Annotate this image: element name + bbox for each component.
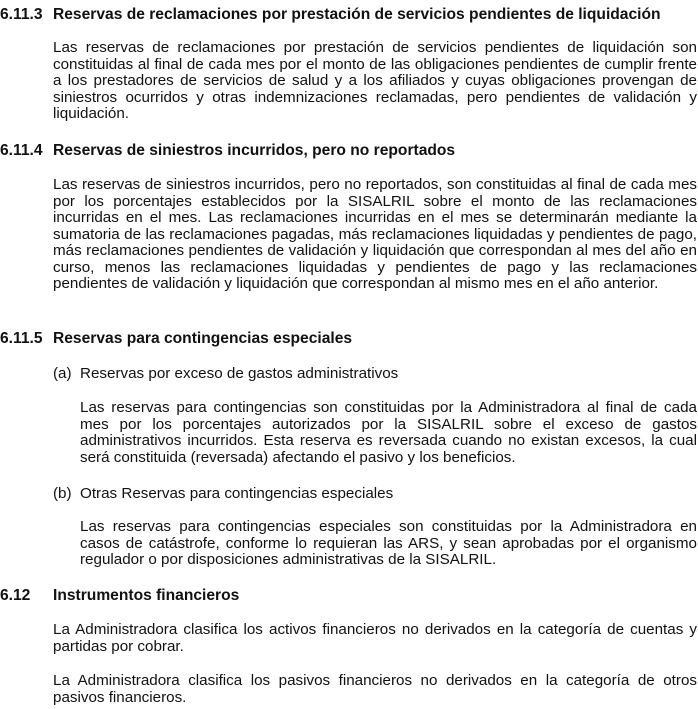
- section-title: Reservas para contingencias especiales: [53, 330, 353, 347]
- section-heading-6-11-3: [0, 6, 661, 24]
- section-heading-6-11-4: [0, 142, 455, 160]
- subsection-title: Reservas por exceso de gastos administrativos: [80, 365, 399, 382]
- section-heading-6-12: [0, 587, 239, 605]
- section-paragraph: La Administradora clasifica los pasivos financieros no derivados en la categoría de otros pasivos financieros.: [53, 672, 697, 706]
- section-title: Instrumentos financieros: [53, 587, 240, 604]
- section-number: 6.11.5: [0, 330, 43, 347]
- subsection-title: Otras Reservas para contingencias especiales: [80, 485, 394, 502]
- section-heading-6-11-5: [0, 330, 352, 348]
- section-paragraph: La Administradora clasifica los activos financieros no derivados en la categoría de cuentas y partidas por cobrar.: [53, 621, 697, 655]
- section-number: 6.12: [0, 587, 31, 604]
- section-number: 6.11.4: [0, 142, 43, 159]
- subsection-label: (b): [53, 485, 72, 502]
- subsection-label: (a): [53, 365, 72, 382]
- section-title: Reservas de siniestros incurridos, pero no reportados: [53, 142, 456, 159]
- subsection-paragraph: Las reservas para contingencias especiales son constituidas por la Administradora en casos de catástrofe, conforme lo requieran las ARS, y sean aprobadas por el organismo regulador o por disposiciones administrativas de la SISALRIL.: [80, 518, 697, 568]
- section-title: Reservas de reclamaciones por prestación de servicios pendientes de liquidación: [53, 6, 661, 23]
- section-paragraph: Las reservas de reclamaciones por prestación de servicios pendientes de liquidación son constituidas al final de cada mes por el monto de las obligaciones pendientes de cumplir frente a los prestadores de servicios de salud y a los afiliados y cuyas obligaciones provengan de siniestros ocurridos y otras indemnizaciones reclamadas, pero pendientes de validación y liquidación.: [53, 39, 697, 122]
- section-number: 6.11.3: [0, 6, 43, 23]
- subsection-heading-a: [53, 365, 398, 383]
- subsection-paragraph: Las reservas para contingencias son constituidas por la Administradora al final de cada mes por los porcentajes autorizados por la SISALRIL sobre el exceso de gastos administrativos incurridos. Esta reserva es reversada cuando no existan excesos, la cual será constituida (reversada) afectando el pasivo y los beneficios.: [80, 399, 697, 466]
- subsection-heading-b: [53, 485, 393, 503]
- section-paragraph: Las reservas de siniestros incurridos, pero no reportados, son constituidas al final de cada mes por los porcentajes establecidos por la SISALRIL sobre el monto de las reclamaciones incurridas en el mes. Las reclamaciones incurridas en el mes se determinarán mediante la sumatoria de las reclamaciones pagadas, más reclamaciones liquidadas y pendientes de pago, más reclamaciones pendientes de validación y liquidación que correspondan al mes del año en curso, menos las reclamaciones liquidadas y pendientes de pago y las reclamaciones pendientes de validación y liquidación que correspondan al mismo mes en el año anterior.: [53, 176, 697, 292]
